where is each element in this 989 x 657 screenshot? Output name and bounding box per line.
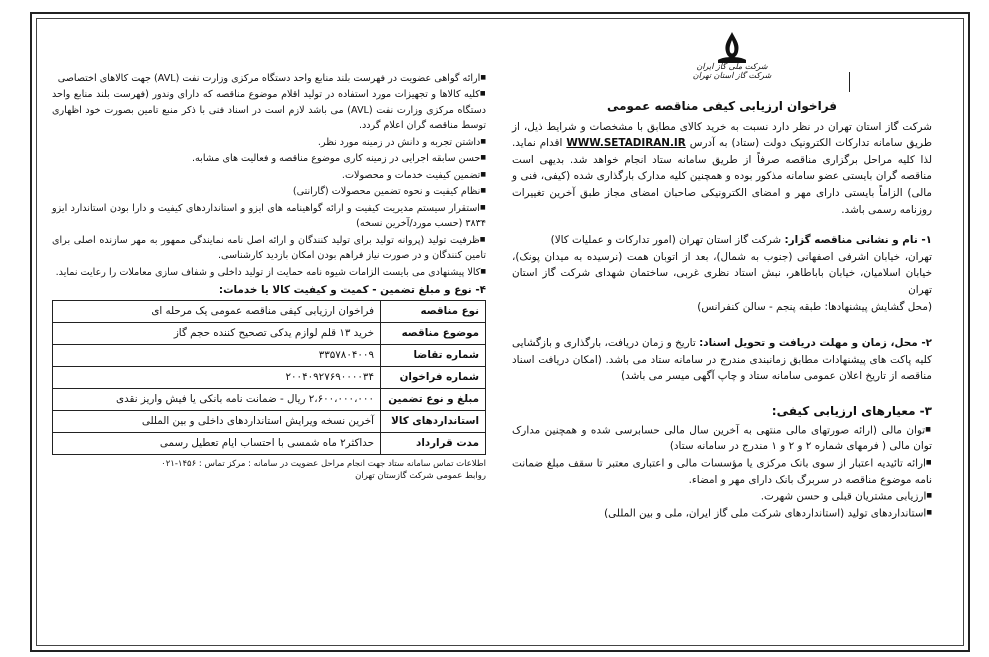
section-1-opening: (محل گشایش پیشنهادها: طبقه پنجم - سالن کنفرانس) [697, 300, 932, 313]
intro-paragraph [512, 119, 932, 219]
criterion-item: ■ استقرار سیستم مدیریت کیفیت و ارائه گواهینامه های ایزو و استانداردهای کیفیت و دارا بودن استاندارد ایزو ۳۸۳۴ (حسب مورد/آخرین نسخه) [52, 200, 486, 232]
section-2-text: تاریخ و زمان دریافت، بارگذاری و بازگشایی کلیه پاکت های پیشنهادات مطابق زمانبندی مندرج در سامانه ستاد می باشد. (امکان دریافت اسناد مناقصه از تاریخ اعلان عمومی سامانه ستاد و چاپ آگهی میسر می باشد) [512, 337, 932, 383]
section-4-heading: ۴- نوع و مبلغ تضمین - کمیت و کیفیت کالا یا خدمات: [218, 283, 486, 296]
page-title: فراخوان ارزیابی کیفی مناقصه عمومی [606, 99, 838, 113]
row-value: ۲۰۰۴۰۹۲۷۶۹۰۰۰۰۳۴ [53, 367, 381, 389]
row-value: فراخوان ارزیابی کیفی مناقصه عمومی یک مرحله ای [53, 301, 381, 323]
logo-caption [690, 62, 774, 80]
row-label: مبلغ و نوع تضمین [381, 389, 486, 411]
row-label: مدت قرارداد [381, 433, 486, 455]
row-value: ۳۳۵۷۸۰۴۰۰۹ [53, 345, 381, 367]
criterion-item: ■ کلیه کالاها و تجهیزات مورد استفاده در تولید اقلام موضوع مناقصه که دارای وندور (فهرست بلند منابع واحد دستگاه مرکزی وزارت نفت (AVL) می باشد لازم است در اسناد فنی با ذکر منبع تامین بصورت خود اظهاری توسط مناقصه گران اعلام گردد. [52, 86, 486, 134]
logo-company-name: شرکت ملی گاز ایران [696, 62, 768, 71]
row-label: نوع مناقصه [381, 301, 486, 323]
row-label: موضوع مناقصه [381, 323, 486, 345]
criterion-item: ■ داشتن تجربه و دانش در زمینه مورد نظر. [52, 134, 486, 150]
section-3-heading: ۳- معیارهای ارزیابی کیفی: [771, 403, 932, 418]
table-row [53, 389, 486, 411]
criterion-item: ■ ارائه تائیدیه اعتبار از سوی بانک مرکزی یا مؤسسات مالی و اعتباری معتبر تا سقف مبلغ ضمانت نامه موضوع مناقصه در سربرگ بانک دارای مهر و امضاء. [512, 455, 932, 488]
divider-line [849, 72, 850, 92]
section-1-line [512, 232, 932, 249]
table-row [53, 433, 486, 455]
criterion-item: ■ نظام کیفیت و نحوه تضمین محصولات (گارانتی) [52, 183, 486, 199]
row-value: خرید ۱۳ قلم لوازم یدکی تصحیح کننده حجم گاز [53, 323, 381, 345]
section-3 [512, 403, 932, 522]
row-label: شماره تقاضا [381, 345, 486, 367]
criterion-item: ■ استانداردهای تولید (استانداردهای شرکت ملی گاز ایران، ملی و بین المللی) [512, 505, 932, 522]
flame-emblem-icon [688, 30, 776, 66]
footer [52, 458, 486, 482]
row-label: استانداردهای کالا [381, 411, 486, 433]
right-column [512, 98, 932, 522]
row-value: آخرین نسخه ویرایش استانداردهای داخلی و بین المللی [53, 411, 381, 433]
intro-text-2: اقدام نماید. لذا کلیه مراحل برگزاری مناقصه صرفاً از طریق سامانه ستاد انجام خواهد شد. بدیهی است مناقصه گران بایستی عضو سامانه مذکور بوده و همچنین کلیه مدارک بارگذاری شده (کیفی، فنی و مالی) الزاماً بایستی دارای مهر و امضای الکترونیکی صاحبان امضای مجاز طبق آخرین تغییرات روزنامه رسمی باشد. [512, 137, 932, 216]
section-1-heading: ۱- نام و نشانی مناقصه گزار: [784, 234, 932, 247]
table-row [53, 345, 486, 367]
footer-pr: روابط عمومی شرکت گازستان تهران [355, 471, 486, 482]
row-value: ۲،۶۰۰،۰۰۰،۰۰۰ ریال - ضمانت نامه بانکی یا فیش واریز نقدی [53, 389, 381, 411]
criterion-item: ■ ارزیابی مشتریان قبلی و حسن شهرت. [512, 488, 932, 505]
criterion-item: ■ ظرفیت تولید (پروانه تولید برای تولید کنندگان و ارائه اصل نامه نمایندگی ممهور به مهر سازنده اصلی برای تامین کنندگان و در صورت نیاز فراهم بودن امکان بازدید کارشناسی. [52, 232, 486, 264]
section-1-org: شرکت گاز استان تهران (امور تدارکات و عملیات کالا) [550, 234, 782, 247]
criterion-item: ■ کالا پیشنهادی می بایست الزامات شیوه نامه حمایت از تولید داخلی و شفاف سازی معاملات را رعایت نماید. [52, 264, 486, 280]
section-2-heading: ۲- محل، زمان و مهلت دریافت و تحویل اسناد: [699, 337, 932, 350]
criterion-item: ■ حسن سابقه اجرایی در زمینه کاری موضوع مناقصه و فعالیت های مشابه. [52, 150, 486, 166]
table-row [53, 411, 486, 433]
tender-info-table [52, 300, 486, 455]
section-2 [512, 335, 932, 385]
table-row [53, 301, 486, 323]
intro-text-1: شرکت گاز استان تهران در نظر دارد نسبت به خرید کالای مطابق با مشخصات و شرایط ذیل، از طریق سامانه تدارکات الکترونیک دولت (ستاد) به آدرس [512, 120, 932, 150]
section-2-paragraph [512, 335, 932, 385]
logo-subsidiary: شرکت گاز استان تهران [692, 71, 772, 80]
row-label: شماره فراخوان [381, 367, 486, 389]
criterion-item: ■ ارائه گواهی عضویت در فهرست بلند منابع واحد دستگاه مرکزی وزارت نفت (AVL) جهت کالاهای اختصاصی [52, 70, 486, 86]
row-value: حداکثر۲ ماه شمسی با احتساب ایام تعطیل رسمی [53, 433, 381, 455]
footer-contact: اطلاعات تماس سامانه ستاد جهت انجام مراحل عضویت در سامانه : مرکز تماس : ۱۴۵۶-۰۲۱ [161, 459, 486, 470]
setad-link[interactable]: WWW.SETADIRAN.IR [566, 137, 686, 150]
table-row [53, 323, 486, 345]
criterion-item: ■ توان مالی (ارائه صورتهای مالی منتهی به آخرین سال مالی حسابرسی شده و همچنین مدارک توان مالی ( فرمهای شماره ۲ و ۲ و ۱ مندرج در سامانه ستاد) [512, 422, 932, 455]
nigc-logo [688, 30, 776, 92]
table-row [53, 367, 486, 389]
section-1 [512, 232, 932, 315]
criterion-item: ■ تضمین کیفیت خدمات و محصولات. [52, 167, 486, 183]
left-column [52, 70, 486, 482]
section-1-address: تهران، خیابان اشرفی اصفهانی (جنوب به شمال)، بعد از اتوبان همت (نرسیده به میدان پونک)، خیابان اسلامیان، خیابان باباطاهر، نبش استاد نظری غربی، ساختمان شهدای شرکت گاز استان تهران [512, 250, 932, 296]
